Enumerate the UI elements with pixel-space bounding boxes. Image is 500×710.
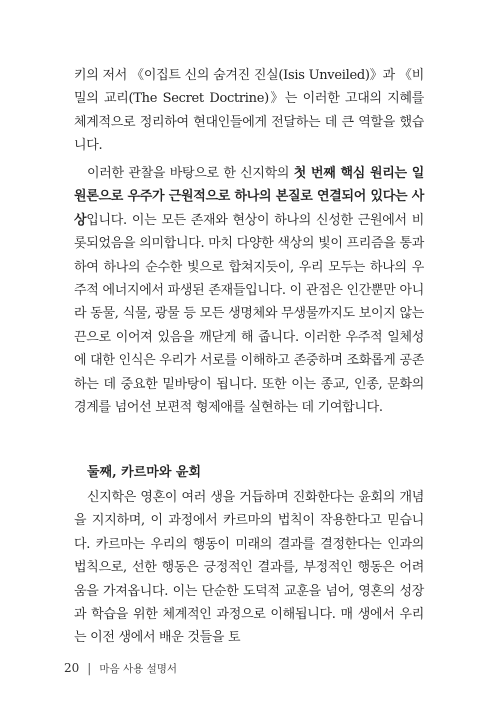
book-title: 마음 사용 설명서 — [99, 663, 178, 675]
paragraph-karma: 신지학은 영혼이 여러 생을 거듭하며 진화한다는 윤회의 개념을 지지하며, 이 과정에서 카르마의 법칙이 작용한다고 믿습니다. 카르마는 우리의 행동이 미래의 결과를 결정한다는 인과의 법칙으로, 선한 행동은 긍정적인 결과를, 부정적인 행동은 어려움을 가져옵니다. 이는 단순한 도덕적 교훈을 넘어, 영혼의 성장과 학습을 위한 체계적인 과정으로 이해됩니다. 매 생에서 우리는 이전 생에서 배운 것들을 토 — [74, 490, 424, 646]
emphasized-principle: 첫 번째 핵심 원리는 일원론으로 우주가 근원적으로 하나의 본질로 연결되어 있다는 사상 — [74, 166, 424, 228]
page-footer — [64, 661, 177, 676]
footer-separator: | — [87, 661, 92, 675]
page-number: 20 — [64, 661, 80, 675]
section-heading: 둘째, 카르마와 윤회 — [87, 465, 202, 480]
paragraph-intro: 키의 저서 《이집트 신의 숨겨진 진실(Isis Unveiled)》과 《비밀의 교리(The Secret Doctrine)》는 이러한 고대의 지혜를 체계적으로 정리하여 현대인들에게 전달하는 데 큰 역할을 했습니다. — [74, 68, 424, 154]
paragraph-monism-rest: 입니다. 이는 모든 존재와 현상이 하나의 신성한 근원에서 비롯되었음을 의미합니다. 마치 다양한 색상의 빛이 프리즘을 통과하여 하나의 순수한 빛으로 합쳐지듯이, 우리 모두는 하나의 우주적 에너지에서 파생된 존재들입니다. 이 관점은 인간뿐만 아니라 동물, 식물, 광물 등 모든 생명체와 무생물까지도 보이지 않는 끈으로 이어져 있음을 깨닫게 해 줍니다. 이러한 우주적 일체성에 대한 인식은 우리가 서로를 이해하고 존중하며 조화롭게 공존하는 데 중요한 밑바탕이 됩니다. 또한 이는 종교, 인종, 문화의 경계를 넘어선 보편적 형제애를 실현하는 데 기여합니다. — [74, 212, 424, 416]
paragraph-monism-lead: 이러한 관찰을 바탕으로 한 신지학의 — [87, 166, 294, 181]
paragraph-monism — [74, 162, 424, 419]
